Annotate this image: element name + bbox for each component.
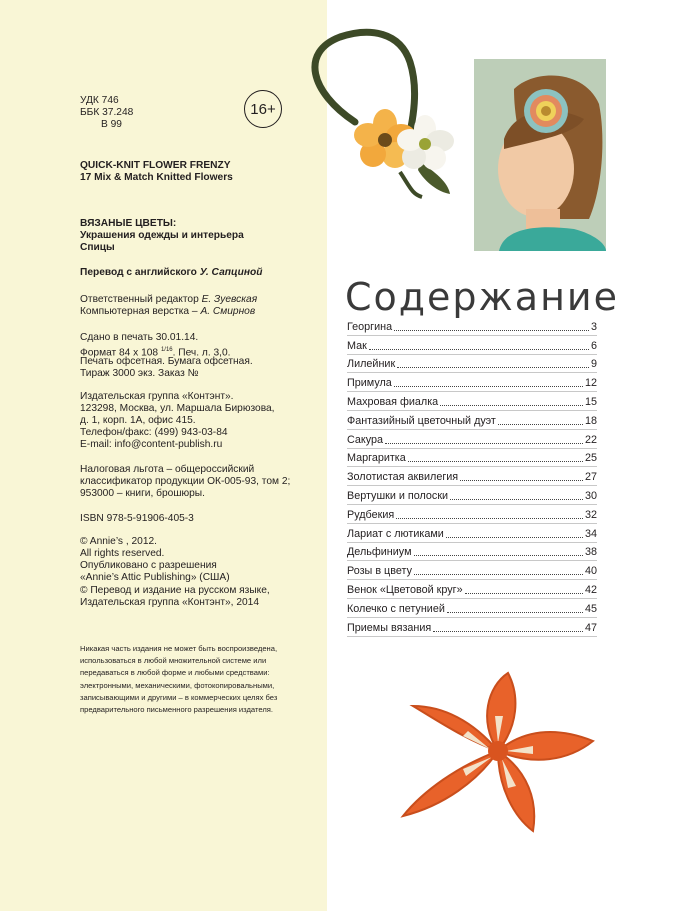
notice-line: передаваться в любой форме и любыми средствами: <box>80 668 270 678</box>
notice-line: записывающими и другими – в коммерческих целях без <box>80 692 278 702</box>
toc-leader-dots <box>433 631 583 632</box>
toc-item <box>347 467 597 486</box>
toc-leader-dots <box>465 593 583 594</box>
toc-leader-dots <box>396 518 583 519</box>
toc-item <box>347 543 597 562</box>
author-code: В 99 <box>101 119 122 130</box>
toc-heading: Содержание <box>345 275 619 319</box>
toc-leader-dots <box>460 480 583 481</box>
toc-item-title: Маргаритка <box>347 452 406 465</box>
age-rating-badge: 16+ <box>244 90 282 128</box>
toc-item-title: Сакура <box>347 433 384 446</box>
headband-flowers-photo <box>300 22 465 200</box>
toc-leader-dots <box>394 386 583 387</box>
publisher-line-3: д. 1, корп. 1А, офис 415. <box>80 415 196 426</box>
layout-credit <box>80 306 255 318</box>
tax-line-2: классификатор продукции ОК-005-93, том 2; <box>80 476 291 487</box>
toc-leader-dots <box>394 330 589 331</box>
print-type: Печать офсетная. Бумага офсетная. <box>80 356 253 367</box>
toc-item-page: 22 <box>584 433 597 446</box>
toc-item <box>347 580 597 599</box>
format-fraction: 1/16 <box>160 347 173 353</box>
notice-line: Никакая часть издания не может быть воспроизведена, <box>80 644 278 653</box>
original-title: QUICK-KNIT FLOWER FRENZY <box>80 160 231 171</box>
book-title: ВЯЗАНЫЕ ЦВЕТЫ: <box>80 218 177 229</box>
format-prefix: Формат 84 х 108 <box>80 347 161 359</box>
toc-item-page: 42 <box>584 583 597 596</box>
toc-item-page: 40 <box>584 565 597 578</box>
toc-item <box>347 392 597 411</box>
toc-item <box>347 618 597 637</box>
toc-item-page: 12 <box>584 377 597 390</box>
rights-notice <box>80 643 277 716</box>
publisher-email: E-mail: info@content-publish.ru <box>80 439 223 450</box>
toc-item <box>347 524 597 543</box>
copyright-line-1: © Annie’s , 2012. <box>80 536 157 547</box>
translation-label: Перевод с английского <box>80 267 200 278</box>
toc-leader-dots <box>498 424 583 425</box>
notice-line: использоваться в любой множительной системе или <box>80 656 267 666</box>
toc-item-title: Дельфиниум <box>347 546 412 559</box>
format-suffix: . Печ. л. 3,0. <box>172 347 231 359</box>
toc-item <box>347 411 597 430</box>
toc-item-page: 34 <box>584 527 597 540</box>
toc-item-title: Колечко с петунией <box>347 602 445 615</box>
toc-leader-dots <box>450 499 583 500</box>
toc-item <box>347 486 597 505</box>
book-subtitle: Украшения одежды и интерьера <box>80 230 244 241</box>
toc-item-title: Розы в цвету <box>347 565 412 578</box>
toc-item <box>347 373 597 392</box>
toc-item-title: Венок «Цветовой круг» <box>347 583 463 596</box>
toc-item-title: Лилейник <box>347 358 396 371</box>
toc-item <box>347 336 597 355</box>
toc-item-title: Рудбекия <box>347 508 395 521</box>
translator-name: У. Сапциной <box>199 267 263 278</box>
copyright-line-2: All rights reserved. <box>80 548 165 559</box>
toc-item <box>347 449 597 468</box>
toc-item <box>347 505 597 524</box>
notice-line: электронными, механическими, фотокопировальными, <box>80 680 275 690</box>
toc-list <box>347 317 597 637</box>
toc-item-page: 18 <box>584 414 597 427</box>
copyright-line-5: © Перевод и издание на русском языке, <box>80 585 270 596</box>
copyright-line-6: Издательская группа «Контэнт», 2014 <box>80 597 260 608</box>
tax-line-3: 953000 – книги, брошюры. <box>80 488 205 499</box>
toc-leader-dots <box>447 612 583 613</box>
notice-line: предварительного письменного разрешения издателя. <box>80 705 273 715</box>
toc-item-page: 27 <box>584 471 597 484</box>
toc-item-title: Золотистая аквилегия <box>347 471 459 484</box>
toc-leader-dots <box>408 461 583 462</box>
publisher-line-2: 123298, Москва, ул. Маршала Бирюзова, <box>80 403 275 414</box>
toc-item-title: Примула <box>347 377 392 390</box>
toc-item-title: Приемы вязания <box>347 621 432 634</box>
original-subtitle: 17 Mix & Match Knitted Flowers <box>80 172 233 183</box>
toc-item <box>347 355 597 374</box>
toc-item-page: 15 <box>584 395 597 408</box>
toc-leader-dots <box>446 537 583 538</box>
orange-knitted-flower-photo <box>398 663 598 843</box>
imprint-panel <box>0 0 327 911</box>
editor-credit <box>80 294 257 306</box>
toc-item <box>347 599 597 618</box>
publisher-line-1: Издательская группа «Контэнт». <box>80 391 234 402</box>
bbk-code: ББК 37.248 <box>80 107 134 118</box>
toc-item-title: Георгина <box>347 320 393 333</box>
copyright-line-3: Опубликовано с разрешения <box>80 560 217 571</box>
layout-label: Компьютерная верстка – <box>80 306 201 317</box>
publisher-phone: Телефон/факс: (499) 943-03-84 <box>80 427 228 438</box>
toc-item-page: 25 <box>584 452 597 465</box>
toc-item-title: Махровая фиалка <box>347 395 439 408</box>
circulation: Тираж 3000 экз. Заказ № <box>80 368 199 379</box>
translation-credit <box>80 267 262 279</box>
toc-item-page: 38 <box>584 546 597 559</box>
toc-item <box>347 430 597 449</box>
toc-item-page: 30 <box>584 489 597 502</box>
toc-item <box>347 317 597 336</box>
toc-leader-dots <box>414 555 583 556</box>
toc-item-page: 3 <box>590 320 597 333</box>
toc-item-page: 9 <box>590 358 597 371</box>
toc-leader-dots <box>414 574 583 575</box>
udk-code: УДК 746 <box>80 95 119 106</box>
toc-item <box>347 561 597 580</box>
toc-item-page: 32 <box>584 508 597 521</box>
book-subtitle-2: Спицы <box>80 242 115 253</box>
editor-label: Ответственный редактор <box>80 294 202 305</box>
toc-leader-dots <box>385 443 583 444</box>
girl-with-flower-photo <box>474 59 606 251</box>
toc-leader-dots <box>397 367 589 368</box>
toc-leader-dots <box>369 349 589 350</box>
toc-item-page: 6 <box>590 339 597 352</box>
editor-name: Е. Зуевская <box>201 294 258 305</box>
toc-item-title: Вертушки и полоски <box>347 489 449 502</box>
layout-name: А. Смирнов <box>200 306 256 317</box>
toc-item-page: 45 <box>584 602 597 615</box>
toc-leader-dots <box>440 405 583 406</box>
copyright-line-4: «Annie’s Attic Publishing» (США) <box>80 572 230 583</box>
print-date: Сдано в печать 30.01.14. <box>80 332 199 343</box>
toc-item-page: 47 <box>584 621 597 634</box>
toc-item-title: Мак <box>347 339 367 352</box>
toc-item-title: Фантазийный цветочный дуэт <box>347 414 496 427</box>
toc-item-title: Лариат с лютиками <box>347 527 444 540</box>
tax-line-1: Налоговая льгота – общероссийский <box>80 464 255 475</box>
isbn: ISBN 978-5-91906-405-3 <box>80 513 194 524</box>
